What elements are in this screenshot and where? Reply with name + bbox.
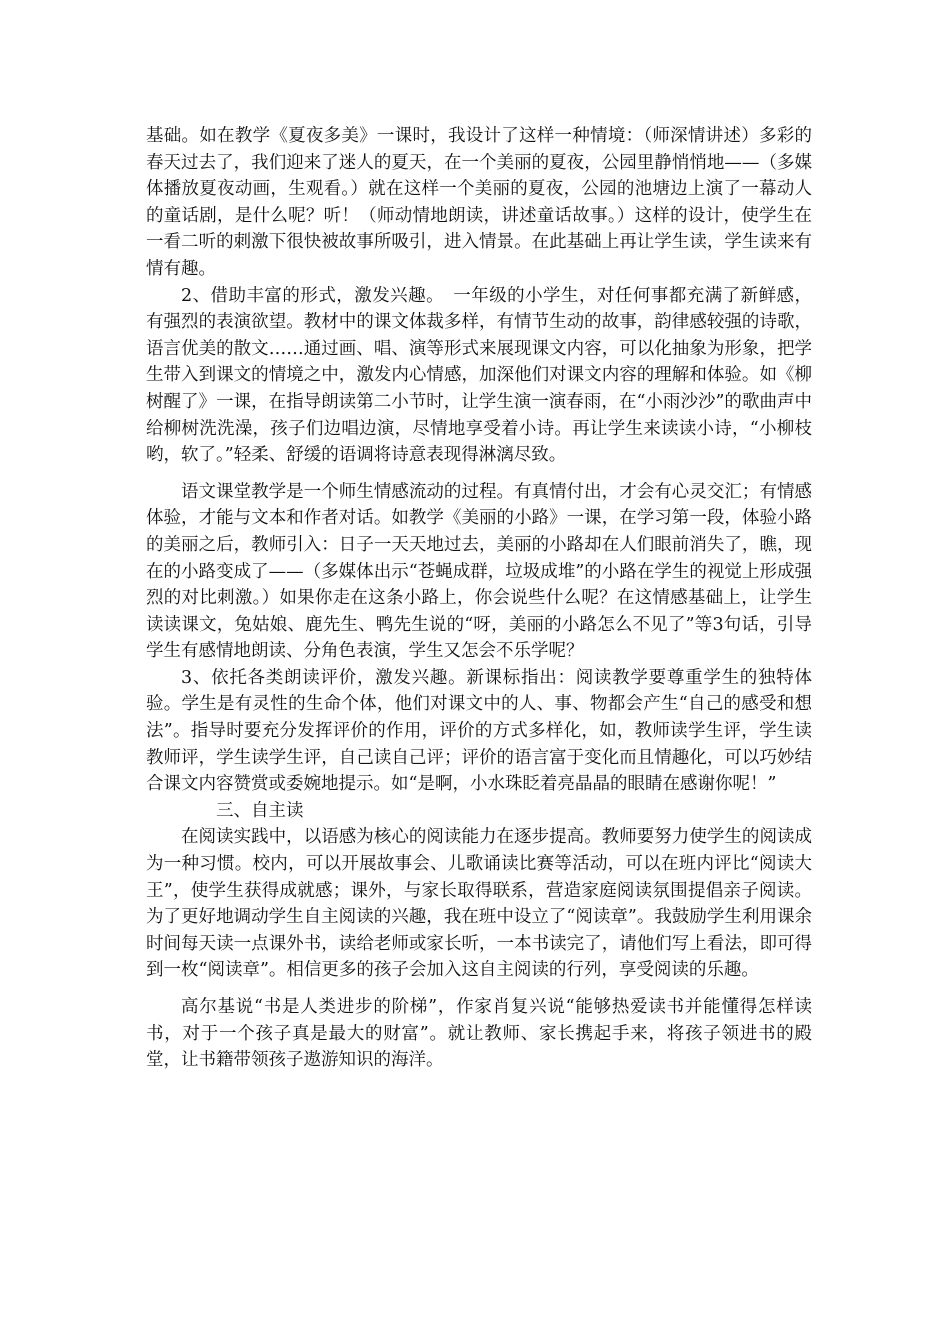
section-heading-independent-reading: 三、自主读 <box>216 800 304 821</box>
paragraph-situation-teaching: 基础。如在教学《夏夜多美》一课时，我设计了这样一种情境：（师深情讲述）多彩的春天过去了，我们迎来了迷人的夏天，在一个美丽的夏夜，公园里静悄悄地——（多媒体播放夏夜动画，生观看。）就在这样一个美丽的夏夜，公园的池塘边上演了一幕动人的童话剧，是什么呢？听！（师动情地朗读，讲述童话故事。）这样的设计，使学生在一看二听的刺激下很快被故事所吸引，进入情景。在此基础上再让学生读，学生读来有情有趣。 <box>146 126 812 279</box>
paragraph-reading-evaluation: 3、依托各类朗读评价，激发兴趣。新课标指出：阅读教学要尊重学生的独特体验。学生是有灵性的生命个体，他们对课文中的人、事、物都会产生“自己的感受和想法”。指导时要充分发挥评价的作用，评价的方式多样化，如，教师读学生评，学生读教师评，学生读学生评，自己读自己评；评价的语言富于变化而且情趣化，可以巧妙结合课文内容赞赏或委婉地提示。如“是啊，小水珠眨着亮晶晶的眼睛在感谢你呢！” <box>146 667 812 795</box>
paragraph-reading-practice: 在阅读实践中，以语感为核心的阅读能力在逐步提高。教师要努力使学生的阅读成为一种习惯。校内，可以开展故事会、儿歌诵读比赛等活动，可以在班内评比“阅读大王”，使学生获得成就感；课外，与家长取得联系，营造家庭阅读氛围提倡亲子阅读。为了更好地调动学生自主阅读的兴趣，我在班中设立了“阅读章”。我鼓励学生利用课余时间每天读一点课外书，读给老师或家长听，一本书读完了，请他们写上看法，即可得到一枚“阅读章”。相信更多的孩子会加入这自主阅读的行列，享受阅读的乐趣。 <box>146 827 812 981</box>
paragraph-rich-forms: 2、借助丰富的形式，激发兴趣。 一年级的小学生，对任何事都充满了新鲜感，有强烈的表演欲望。教材中的课文体裁多样，有情节生动的故事，韵律感较强的诗歌，语言优美的散文……通过画、唱、演等形式来展现课文内容，可以化抽象为形象，把学生带入到课文的情境之中，激发内心情感，加深他们对课文内容的理解和体验。如《柳树醒了》一课，在指导朗读第二小节时，让学生演一演春雨，在“小雨沙沙”的歌曲声中给柳树洗洗澡，孩子们边唱边演，尽情地享受着小诗。再让学生来读读小诗，“小柳枝哟，软了。”轻柔、舒缓的语调将诗意表现得淋漓尽致。 <box>146 285 812 466</box>
paragraph-closing-quote: 高尔基说“书是人类进步的阶梯”，作家肖复兴说“能够热爱读书并能懂得怎样读书，对于一个孩子真是最大的财富”。就让教师、家长携起手来，将孩子领进书的殿堂，让书籍带领孩子遨游知识的海洋。 <box>146 997 812 1071</box>
document-body <box>146 123 812 1074</box>
paragraph-emotion-flow: 语文课堂教学是一个师生情感流动的过程。有真情付出，才会有心灵交汇；有情感体验，才能与文本和作者对话。如教学《美丽的小路》一课，在学习第一段，体验小路的美丽之后，教师引入：日子一天天地过去，美丽的小路却在人们眼前消失了，瞧，现在的小路变成了——（多媒体出示“苍蝇成群，垃圾成堆”的小路在学生的视觉上形成强烈的对比刺激。）如果你走在这条小路上，你会说些什么呢？在这情感基础上，让学生读读课文，兔姑娘、鹿先生、鸭先生说的“呀，美丽的小路怎么不见了”等3句话，引导学生有感情地朗读、分角色表演，学生又怎会不乐学呢？ <box>146 481 812 662</box>
